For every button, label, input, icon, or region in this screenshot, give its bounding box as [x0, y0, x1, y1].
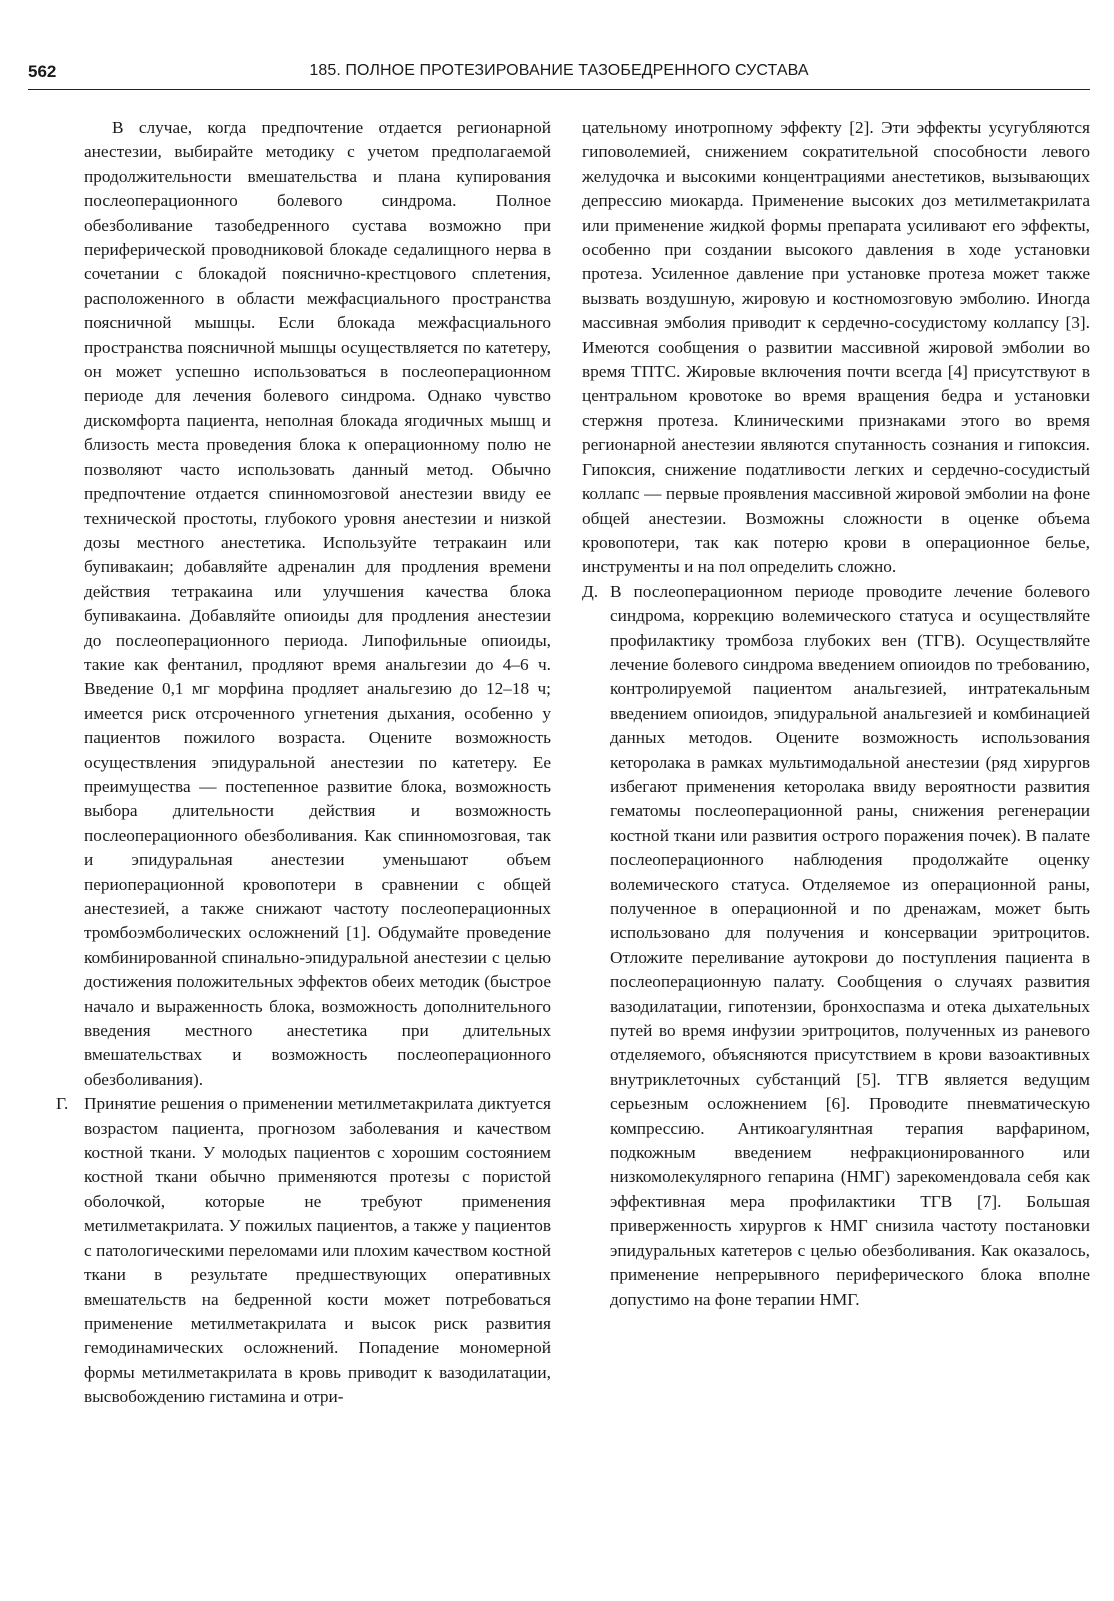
item-text-g: Принятие решения о применении метилметакрилата диктуется возрастом пациента, прогнозом заболевания и качеством костной ткани. У молодых пациентов с хорошим состоянием костной ткани обычно применяются протезы с пористой оболочкой, которые не требуют применения метилметакрилата. У пожилых пациентов, а также у пациентов с патологическими переломами или плохим качеством костной ткани в результате предшествующих оперативных вмешательств на бедренной кости может потребоваться применение метилметакрилата и высок риск развития гемодинамических осложнений. Попадение мономерной формы метилметакрилата в кровь приводит к вазодилатации, высвобождению гистамина и отри- [84, 1094, 551, 1407]
right-column [582, 116, 1090, 1312]
item-letter-g: Г. [56, 1094, 69, 1114]
item-letter-d: Д. [582, 581, 599, 601]
paragraph-continuation: цательному инотропному эффекту [2]. Эти эффекты усугубляются гиповолемией, снижением сократительной способности левого желудочка и высокими концентрациями анестетиков, вызывающих депрессию миокарда. Применение высоких доз метилметакрилата или применение жидкой формы препарата усиливают его эффекты, особенно при создании высокого давления в ходе установки протеза. Усиленное давление при установке протеза может также вызвать воздушную, жировую и костномозговую эмболию. Иногда массивная эмболия приводит к сердечно-сосудистому коллапсу [3]. Имеются сообщения о развитии массивной жировой эмболии во время ТПТС. Жировые включения почти всегда [4] присутствуют в центральном кровотоке во время вращения бедра и установки стержня протеза. Клиническими признаками этого во время регионарной анестезии являются спутанность сознания и гипоксия. Гипоксия, снижение податливости легких и сердечно-сосудистый коллапс — первые проявления массивной жировой эмболии на фоне общей анестезии. Возможны сложности в оценке объема кровопотери, так как потерю крови в операционное белье, инструменты и на пол определить сложно. [582, 118, 1090, 577]
item-text-d: В послеоперационном периоде проводите лечение болевого синдрома, коррекцию волемического статуса и осуществляйте профилактику тромбоза глубоких вен (ТГВ). Осуществляйте лечение болевого синдрома введением опиоидов по требованию, контролируемой пациентом анальгезией, интратекальным введением опиоидов, эпидуральной анальгезией и комбинацией данных методов. Оцените возможность использования кеторолака в рамках мультимодальной анестезии (ряд хирургов избегают применения кеторолака ввиду вероятности развития гематомы послеоперационной раны, снижения регенерации костной ткани или развития острого поражения почек). В палате послеоперационного наблюдения продолжайте оценку волемического статуса. Отделяемое из операционной раны, полученное в операционной и по дренажам, может быть использовано для получения и консервации эритроцитов. Отложите переливание аутокрови до поступления пациента в послеоперационную палату. Сообщения о случаях развития вазодилатации, гипотензии, бронхоспазма и отека дыхательных путей во время инфузии эритроцитов, полученных из раневого отделяемого, объясняются присутствием в крови вазоактивных внутриклеточных субстанций [5]. ТГВ является ведущим серьезным осложнением [6]. Проводите пневматическую компрессию. Антикоагулянтная терапия варфарином, подкожным введением нефракционированного или низкомолекулярного гепарина (НМГ) зарекомендовала себя как эффективная мера профилактики ТГВ [7]. Большая приверженность хирургов к НМГ снизила частоту постановки эпидуральных катетеров с целью обезболивания. Как оказалось, применение непрерывного периферического блока вполне допустимо на фоне терапии НМГ. [610, 581, 1090, 1309]
list-item-d [582, 580, 1090, 1312]
header-rule [28, 89, 1090, 90]
page-number: 562 [28, 62, 57, 81]
list-item-g [56, 1092, 551, 1409]
left-column [56, 116, 551, 1410]
page-header [28, 62, 1090, 88]
paragraph-regional-anesthesia: В случае, когда предпочтение отдается регионарной анестезии, выбирайте методику с учетом предполагаемой продолжительности вмешательства и плана купирования послеоперационного болевого синдрома. Полное обезболивание тазобедренного сустава возможно при периферической проводниковой блокаде седалищного нерва в сочетании с блокадой пояснично-крестцового сплетения, расположенного в области межфасциального пространства поясничной мышцы. Если блокада межфасциального пространства поясничной мышцы осуществляется по катетеру, он может успешно использоваться в послеоперационном периоде для лечения болевого синдрома. Однако чувство дискомфорта пациента, неполная блокада ягодичных мышц и близость места проведения блока к операционному полю не позволяют часто использовать данный метод. Обычно предпочтение отдается спинномозговой анестезии ввиду ее технической простоты, глубокого уровня анестезии и низкой дозы местного анестетика. Используйте тетракаин или бупивакаин; добавляйте адреналин для продления времени действия тетракаина или улучшения качества блока бупивакаина. Добавляйте опиоиды для продления анестезии до послеоперационного периода. Липофильные опиоиды, такие как фентанил, продляют время анальгезии до 4–6 ч. Введение 0,1 мг морфина продляет анальгезию до 12–18 ч; имеется риск отсроченного угнетения дыхания, особенно у пациентов пожилого возраста. Оцените возможность осуществления эпидуральной анестезии по катетеру. Ее преимущества — постепенное развитие блока, возможность выбора длительности действия и возможность послеоперационного обезболивания. Как спинномозговая, так и эпидуральная анестезии уменьшают объем периоперационной кровопотери в сравнении с общей анестезией, а также снижают частоту послеоперационных тромбоэмболических осложнений [1]. Обдумайте проведение комбинированной спинально-эпидуральной анестезии с целью достижения положительных эффектов обеих методик (быстрое начало и выраженность блока, возможность дополнительного введения местного анестетика при длительных вмешательствах и возможность послеоперационного обезболивания). [84, 118, 551, 1089]
running-title: 185. ПОЛНОЕ ПРОТЕЗИРОВАНИЕ ТАЗОБЕДРЕННОГО СУСТАВА [309, 62, 809, 79]
